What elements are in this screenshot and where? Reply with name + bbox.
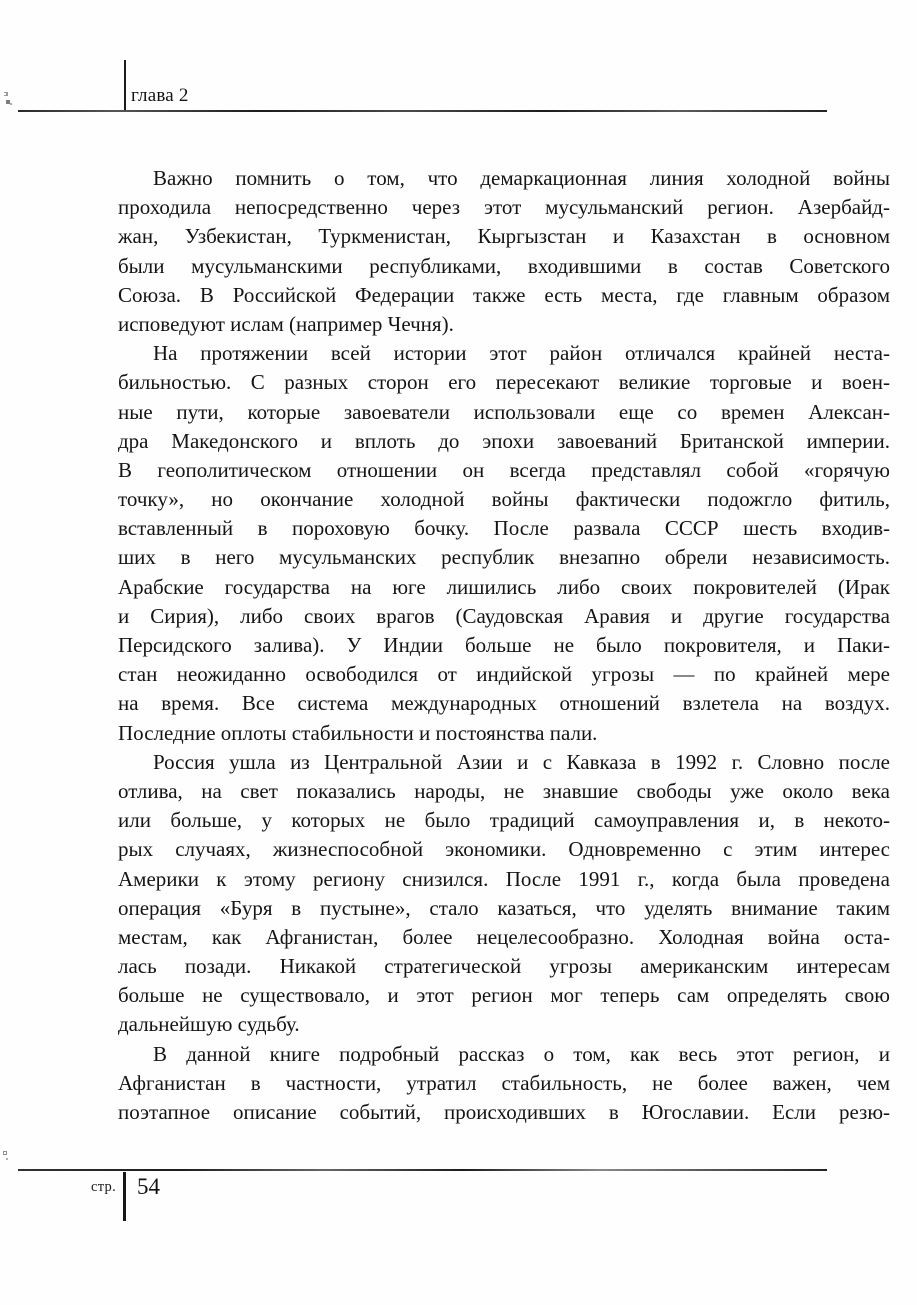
body-line: бильностью. С разных сторон его пересекают великие торговые и воен- [118,370,890,395]
paragraph [118,748,890,1040]
body-line: В данной книге подробный рассказ о том, как весь этот регион, и [153,1041,890,1066]
body-line: стан неожиданно освободился от индийской угрозы — по крайней мере [118,662,890,687]
body-line: лась позади. Никакой стратегической угрозы американским интересам [118,954,890,979]
body-line: проходила непосредственно через этот мусульманский регион. Азербайд- [118,195,890,220]
body-line: и Сирия), либо своих врагов (Саудовская Аравия и другие государства [118,603,890,628]
body-line: На протяжении всей истории этот район отличался крайней неста- [153,341,890,366]
body-line: поэтапное описание событий, происходивших в Югославии. Если резю- [118,1100,890,1124]
page-label: стр. [90,1179,116,1195]
header-vertical-rule [124,60,126,111]
body-line: вставленный в пороховую бочку. После развала СССР шесть входив- [118,516,890,541]
footer-vertical-rule [123,1172,126,1221]
body-line: Арабские государства на юге лишились либо своих покровителей (Ирак [118,574,890,599]
body-line: Персидского залива). У Индии больше не было покровителя, и Паки- [118,633,890,657]
body-line: дальнейшую судьбу. [118,1012,300,1037]
page-number: 54 [137,1174,160,1199]
body-text [118,164,890,1127]
body-line: были мусульманскими республиками, входившими в состав Советского [118,253,890,278]
body-line: В геополитическом отношении он всегда представлял собой «горячую [118,457,890,482]
body-line: Америки к этому региону снизился. После 1991 г., когда была проведена [118,866,890,891]
paragraph [118,1040,890,1128]
body-line: ные пути, которые завоеватели использовали еще со времен Алексан- [118,399,890,424]
body-line: точку», но окончание холодной войны фактически подожгло фитиль, [118,487,890,512]
body-line: отлива, на свет показались народы, не знавшие свободы уже около века [118,778,890,803]
body-line: больше не существовало, и этот регион мог теперь сам определять свою [118,983,890,1008]
body-line: Союза. В Российской Федерации также есть места, где главным образом [118,282,890,307]
chapter-label: глава 2 [131,85,189,106]
body-line: Важно помнить о том, что демаркационная линия холодной войны [153,166,890,190]
body-line: жан, Узбекистан, Туркменистан, Кыргызстан и Казахстан в основном [118,224,890,249]
body-line: Афганистан в частности, утратил стабильность, не более важен, чем [118,1070,890,1095]
body-line: Россия ушла из Центральной Азии и с Кавказа в 1992 г. Словно после [153,749,890,774]
body-line: ших в него мусульманских республик внезапно обрели независимость. [118,545,890,570]
paragraph [118,164,890,339]
paragraph [118,339,890,748]
body-line: операция «Буря в пустыне», стало казаться, что уделять внимание таким [118,895,890,920]
scan-artifact-top [4,93,6,95]
body-line: исповедуют ислам (например Чечня). [118,311,454,336]
body-line: Последние оплоты стабильности и постоянства пали. [118,720,598,745]
scan-artifact-bottom [4,1152,6,1154]
body-line: дра Македонского и вплоть до эпохи завоеваний Британской империи. [118,428,890,453]
body-line: местам, как Афганистан, более нецелесообразно. Холодная война оста- [118,924,890,949]
footer-horizontal-rule [18,1169,827,1171]
body-line: или больше, у которых не было традиций самоуправления и, в некото- [118,808,890,833]
body-line: рых случаях, жизнеспособной экономики. Одновременно с этим интерес [118,837,890,862]
body-line: на время. Все система международных отношений взлетела на воздух. [118,691,890,716]
header-horizontal-rule [18,110,827,112]
